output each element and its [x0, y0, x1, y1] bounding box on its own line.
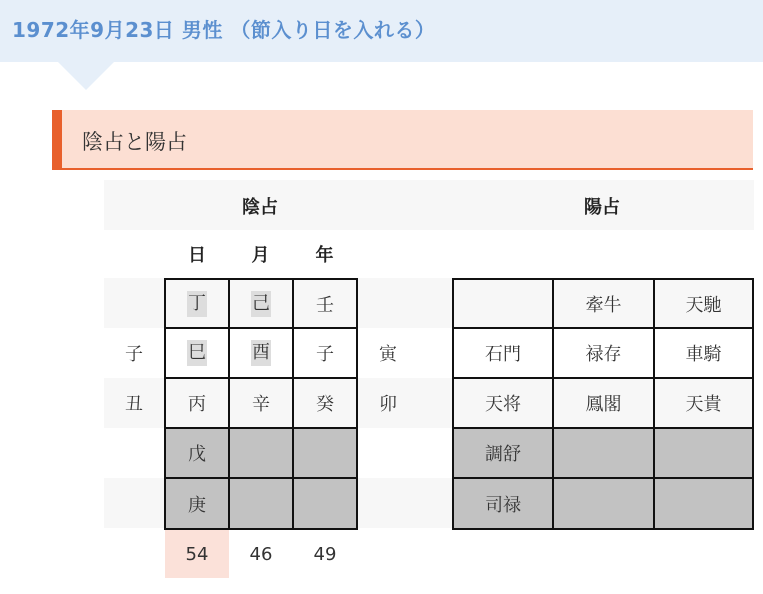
inzen-title: 陰占 [242, 197, 278, 218]
yozen-r3-c1: 天将 [485, 394, 521, 415]
yozen-r1-c2: 牽牛 [585, 294, 622, 316]
yozen-r2-c1: 石門 [485, 344, 521, 365]
yozen-r1-c3: 天馳 [685, 294, 722, 316]
yozen-r2-c3: 車騎 [685, 344, 722, 365]
inzen-r4-day: 戊 [188, 444, 206, 465]
section-heading [52, 110, 753, 170]
inzen-r2-month [230, 329, 292, 377]
yozen-r3-c2: 鳳閣 [585, 394, 622, 415]
inzen-r3-year: 癸 [316, 394, 334, 415]
score-year: 49 [313, 543, 337, 565]
yozen-r2-c2: 禄存 [585, 344, 622, 365]
inzen-r2-day-text: 巳 [187, 340, 207, 366]
date-banner-title: 1972年9月23日 男性 （節入り日を入れる） [12, 18, 436, 42]
inzen-r2-year: 子 [316, 344, 334, 365]
inzen-r1-year: 壬 [316, 294, 334, 316]
yozen-r4-c1: 調舒 [485, 444, 521, 465]
inzen-row3-left: 丑 [125, 394, 143, 415]
banner-pointer [58, 62, 114, 90]
inzen-r1-month [230, 280, 292, 327]
col-header-year: 年 [315, 245, 334, 266]
inzen-r1-month-text: 己 [251, 291, 271, 317]
section-title: 陰占と陽占 [82, 130, 187, 154]
inzen-r5-day: 庚 [188, 494, 206, 516]
inzen-r2-month-text: 酉 [251, 340, 271, 366]
score-day: 54 [185, 543, 209, 565]
table-header-band [104, 180, 754, 230]
inzen-r3-month: 辛 [252, 394, 270, 415]
col-header-month: 月 [251, 245, 270, 266]
inzen-row3-right: 卯 [379, 394, 397, 415]
inzen-r3-day: 丙 [188, 394, 206, 415]
inzen-row2-left: 子 [125, 344, 143, 365]
score-month: 46 [249, 543, 273, 565]
inzen-r1-day-text: 丁 [187, 291, 207, 317]
col-header-day: 日 [188, 245, 206, 266]
yozen-title: 陽占 [584, 197, 620, 218]
date-banner [0, 0, 763, 62]
inzen-r1-day [166, 280, 228, 327]
yozen-r3-c3: 天貴 [685, 394, 722, 415]
yozen-r5-c1: 司禄 [485, 494, 521, 516]
inzen-row2-right: 寅 [379, 344, 397, 365]
inzen-r2-day [166, 329, 228, 377]
